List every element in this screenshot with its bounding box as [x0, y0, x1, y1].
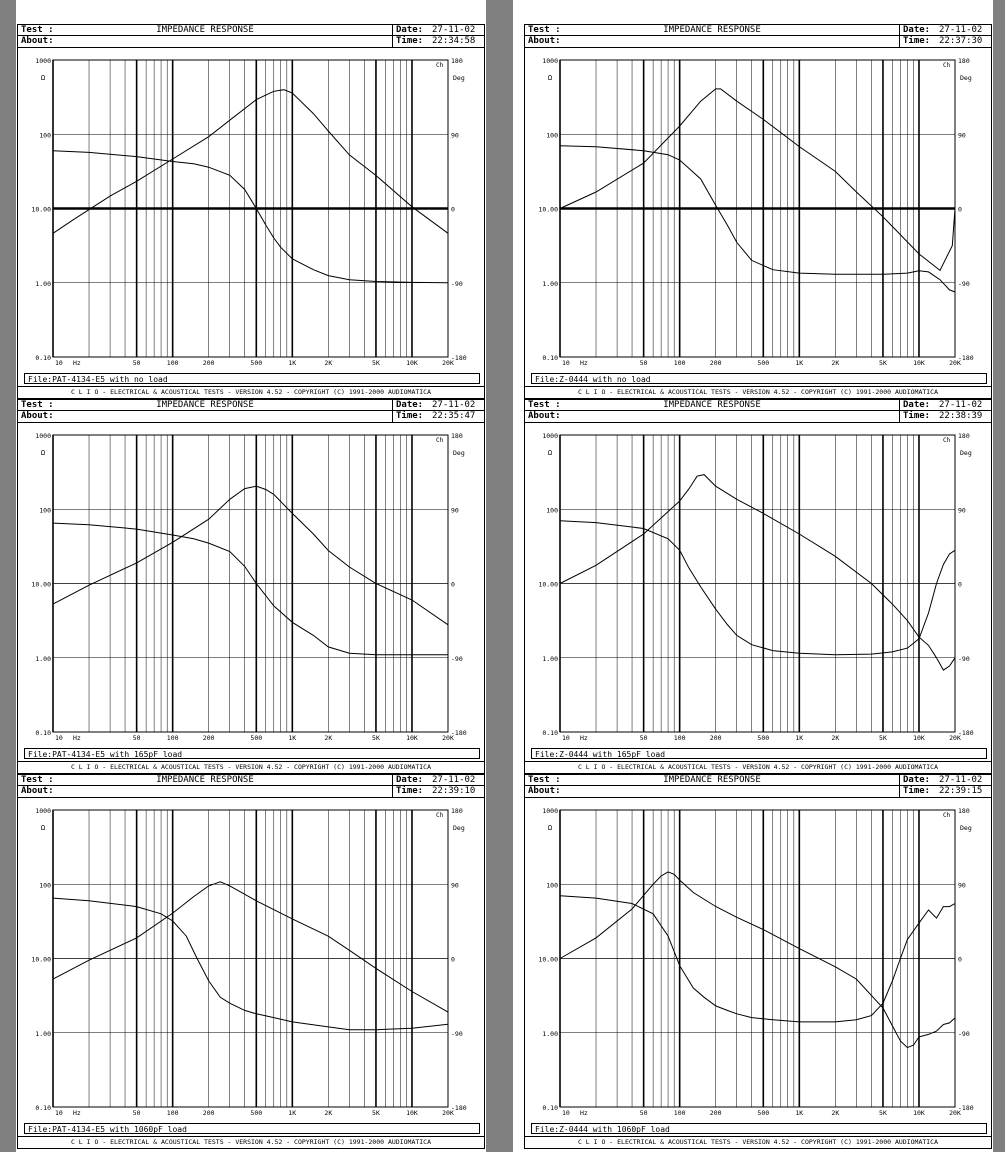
- y-left-tick-label: 100: [39, 506, 51, 515]
- y-left-tick-label: 10.00: [31, 205, 51, 214]
- ohm-unit: Ω: [40, 449, 46, 457]
- grid: [560, 60, 955, 357]
- chart-title: IMPEDANCE RESPONSE: [156, 775, 254, 785]
- plot-area: [525, 422, 991, 744]
- footer-copyright: C L I O - ELECTRICAL & ACOUSTICAL TESTS - VERSION 4.52 - COPYRIGHT (C) 1991-2000 AUDIOMATICA: [18, 386, 484, 398]
- file-name: File:Z-0444 with 1060pF load: [531, 1123, 987, 1134]
- footer-copyright: C L I O - ELECTRICAL & ACOUSTICAL TESTS - VERSION 4.52 - COPYRIGHT (C) 1991-2000 AUDIOMATICA: [18, 761, 484, 773]
- impedance-chart: [525, 422, 991, 740]
- chart-panel: [524, 24, 992, 399]
- x-tick-label: 50: [639, 1109, 648, 1115]
- y-right-tick-label: 180: [958, 807, 970, 815]
- y-right-tick-label: 180: [451, 57, 463, 65]
- x-tick-label: 500: [757, 1109, 770, 1115]
- x-tick-label: 5K: [879, 1109, 887, 1115]
- time-label: Time:: [903, 36, 931, 46]
- chart-title: IMPEDANCE RESPONSE: [663, 775, 761, 785]
- x-start-label: 10: [55, 1109, 63, 1115]
- hz-unit: Hz: [580, 359, 588, 365]
- chart-panel: [17, 24, 485, 399]
- y-left-tick-label: 1.00: [35, 1029, 51, 1038]
- date-value: 27-11-02: [432, 775, 476, 785]
- chart-header: [525, 400, 991, 423]
- impedance-series-line: [53, 898, 448, 1030]
- chart-title: IMPEDANCE RESPONSE: [156, 25, 254, 35]
- y-left-tick-label: 1.00: [542, 1029, 558, 1038]
- test-label: Test :: [528, 25, 561, 35]
- x-tick-label: 200: [709, 359, 722, 365]
- x-tick-label: 10K: [406, 1109, 418, 1115]
- x-tick-label: 50: [639, 734, 648, 740]
- separator-left: [0, 0, 16, 1152]
- y-left-tick-label: 100: [546, 506, 558, 515]
- deg-unit: Deg: [960, 824, 972, 832]
- test-label: Test :: [21, 775, 54, 785]
- x-tick-label: 200: [202, 359, 215, 365]
- y-right-tick-label: 0: [451, 205, 455, 214]
- date-label: Date:: [903, 400, 931, 410]
- y-left-tick-label: 1.00: [35, 279, 51, 288]
- y-right-tick-label: -90: [958, 654, 970, 663]
- grid: [560, 810, 955, 1107]
- ohm-unit: Ω: [40, 74, 46, 82]
- y-left-tick-label: 10.00: [31, 580, 51, 589]
- time-value: 22:35:47: [432, 411, 476, 421]
- x-tick-label: 50: [639, 359, 648, 365]
- test-label: Test :: [21, 400, 54, 410]
- plot-area: [525, 47, 991, 369]
- y-left-tick-label: 1000: [35, 807, 51, 815]
- time-label: Time:: [903, 411, 931, 421]
- x-tick-label: 1K: [288, 734, 297, 740]
- x-tick-label: 5K: [372, 359, 380, 365]
- y-right-tick-label: -180: [451, 729, 467, 737]
- date-label: Date:: [903, 25, 931, 35]
- x-tick-label: 20K: [442, 1109, 454, 1115]
- time-value: 22:38:39: [939, 411, 983, 421]
- x-start-label: 10: [562, 1109, 570, 1115]
- y-left-tick-label: 1.00: [542, 654, 558, 663]
- phase-series-line: [560, 872, 955, 1048]
- x-tick-label: 50: [132, 734, 141, 740]
- x-tick-label: 1K: [795, 734, 804, 740]
- date-label: Date:: [396, 400, 424, 410]
- date-label: Date:: [903, 775, 931, 785]
- x-tick-label: 2K: [324, 734, 333, 740]
- x-tick-label: 500: [250, 1109, 263, 1115]
- phase-series-line: [53, 486, 448, 625]
- y-left-tick-label: 10.00: [31, 955, 51, 964]
- impedance-chart: [18, 797, 484, 1115]
- date-value: 27-11-02: [432, 400, 476, 410]
- y-right-tick-label: -180: [451, 1104, 467, 1112]
- time-value: 22:39:15: [939, 786, 983, 796]
- footer-copyright: C L I O - ELECTRICAL & ACOUSTICAL TESTS - VERSION 4.52 - COPYRIGHT (C) 1991-2000 AUDIOMATICA: [525, 1136, 991, 1148]
- x-tick-label: 2K: [324, 1109, 333, 1115]
- plot-area: [525, 797, 991, 1119]
- phase-series-line: [53, 882, 448, 1012]
- y-right-tick-label: 0: [958, 955, 962, 964]
- time-label: Time:: [396, 36, 424, 46]
- x-tick-label: 200: [202, 1109, 215, 1115]
- hz-unit: Hz: [73, 359, 81, 365]
- x-tick-label: 100: [166, 1109, 179, 1115]
- x-tick-label: 20K: [442, 359, 454, 365]
- about-label: About:: [528, 36, 561, 46]
- x-tick-label: 1K: [795, 359, 804, 365]
- x-tick-label: 1K: [795, 1109, 804, 1115]
- y-right-tick-label: -90: [451, 279, 463, 288]
- x-tick-label: 500: [757, 359, 770, 365]
- phase-series-line: [560, 89, 955, 271]
- y-left-tick-label: 100: [39, 881, 51, 890]
- x-tick-label: 10K: [406, 359, 418, 365]
- y-left-tick-label: 10.00: [538, 580, 558, 589]
- y-right-tick-label: 0: [451, 580, 455, 589]
- x-tick-label: 200: [202, 734, 215, 740]
- about-label: About:: [21, 786, 54, 796]
- y-right-tick-label: -180: [958, 354, 974, 362]
- hz-unit: Hz: [580, 734, 588, 740]
- x-tick-label: 100: [166, 359, 179, 365]
- chart-panel: [17, 399, 485, 774]
- y-left-tick-label: 100: [39, 131, 51, 140]
- x-tick-label: 2K: [831, 734, 840, 740]
- test-label: Test :: [21, 25, 54, 35]
- y-right-tick-label: 90: [958, 131, 966, 140]
- file-name: File:PAT-4134-E5 with 1060pF load: [24, 1123, 480, 1134]
- channel-label: Ch: [436, 812, 444, 819]
- channel-label: Ch: [436, 62, 444, 69]
- separator-right: [993, 0, 1005, 1152]
- y-left-tick-label: 0.10: [542, 354, 558, 362]
- x-tick-label: 500: [250, 359, 263, 365]
- x-start-label: 10: [55, 734, 63, 740]
- ohm-unit: Ω: [40, 824, 46, 832]
- impedance-series-line: [53, 151, 448, 283]
- x-tick-label: 2K: [324, 359, 333, 365]
- y-left-tick-label: 1.00: [35, 654, 51, 663]
- y-right-tick-label: 90: [451, 506, 459, 515]
- x-tick-label: 1K: [288, 1109, 297, 1115]
- y-right-tick-label: -180: [451, 354, 467, 362]
- time-value: 22:39:10: [432, 786, 476, 796]
- y-right-tick-label: 90: [958, 506, 966, 515]
- chart-title: IMPEDANCE RESPONSE: [663, 400, 761, 410]
- time-label: Time:: [396, 786, 424, 796]
- x-tick-label: 50: [132, 359, 141, 365]
- footer-copyright: C L I O - ELECTRICAL & ACOUSTICAL TESTS - VERSION 4.52 - COPYRIGHT (C) 1991-2000 AUDIOMATICA: [525, 386, 991, 398]
- y-left-tick-label: 100: [546, 131, 558, 140]
- time-value: 22:37:30: [939, 36, 983, 46]
- y-left-tick-label: 1000: [542, 57, 558, 65]
- channel-label: Ch: [943, 437, 951, 444]
- grid: [53, 435, 448, 732]
- x-tick-label: 500: [250, 734, 263, 740]
- ohm-unit: Ω: [547, 449, 553, 457]
- deg-unit: Deg: [960, 74, 972, 82]
- hz-unit: Hz: [73, 1109, 81, 1115]
- y-left-tick-label: 1000: [542, 432, 558, 440]
- test-label: Test :: [528, 775, 561, 785]
- date-value: 27-11-02: [432, 25, 476, 35]
- x-start-label: 10: [562, 734, 570, 740]
- x-tick-label: 200: [709, 1109, 722, 1115]
- plot-area: [18, 47, 484, 369]
- separator-middle: [486, 0, 513, 1152]
- y-left-tick-label: 1000: [542, 807, 558, 815]
- y-left-tick-label: 0.10: [35, 354, 51, 362]
- file-name: File:Z-0444 with 165pF load: [531, 748, 987, 759]
- channel-label: Ch: [943, 812, 951, 819]
- x-tick-label: 2K: [831, 359, 840, 365]
- about-label: About:: [528, 411, 561, 421]
- y-right-tick-label: 180: [958, 432, 970, 440]
- impedance-chart: [525, 797, 991, 1115]
- y-left-tick-label: 10.00: [538, 205, 558, 214]
- y-right-tick-label: -90: [451, 654, 463, 663]
- impedance-series-line: [560, 521, 955, 655]
- x-tick-label: 10K: [406, 734, 418, 740]
- x-tick-label: 20K: [442, 734, 454, 740]
- chart-panel: [17, 774, 485, 1149]
- channel-label: Ch: [943, 62, 951, 69]
- deg-unit: Deg: [453, 824, 465, 832]
- x-tick-label: 10K: [913, 1109, 925, 1115]
- y-left-tick-label: 100: [546, 881, 558, 890]
- x-tick-label: 50: [132, 1109, 141, 1115]
- hz-unit: Hz: [580, 1109, 588, 1115]
- x-start-label: 10: [55, 359, 63, 365]
- channel-label: Ch: [436, 437, 444, 444]
- chart-header: [18, 25, 484, 48]
- ohm-unit: Ω: [547, 824, 553, 832]
- y-right-tick-label: 0: [958, 580, 962, 589]
- x-tick-label: 5K: [372, 734, 380, 740]
- deg-unit: Deg: [453, 74, 465, 82]
- plot-area: [18, 422, 484, 744]
- date-label: Date:: [396, 25, 424, 35]
- time-label: Time:: [903, 786, 931, 796]
- hz-unit: Hz: [73, 734, 81, 740]
- deg-unit: Deg: [453, 449, 465, 457]
- y-left-tick-label: 0.10: [542, 1104, 558, 1112]
- grid: [53, 810, 448, 1107]
- x-tick-label: 20K: [949, 359, 961, 365]
- y-left-tick-label: 0.10: [35, 729, 51, 737]
- chart-panel: [524, 399, 992, 774]
- x-tick-label: 500: [757, 734, 770, 740]
- y-right-tick-label: -180: [958, 1104, 974, 1112]
- chart-panel: [524, 774, 992, 1149]
- chart-header: [18, 775, 484, 798]
- y-left-tick-label: 0.10: [35, 1104, 51, 1112]
- file-name: File:Z-0444 with no load: [531, 373, 987, 384]
- about-label: About:: [21, 411, 54, 421]
- y-left-tick-label: 1000: [35, 432, 51, 440]
- date-value: 27-11-02: [939, 25, 983, 35]
- grid: [560, 435, 955, 732]
- y-left-tick-label: 10.00: [538, 955, 558, 964]
- phase-series-line: [53, 90, 448, 234]
- file-name: File:PAT-4134-E5 with no load: [24, 373, 480, 384]
- x-tick-label: 100: [166, 734, 179, 740]
- x-tick-label: 10K: [913, 359, 925, 365]
- y-left-tick-label: 1000: [35, 57, 51, 65]
- y-right-tick-label: 0: [958, 205, 962, 214]
- x-tick-label: 100: [673, 734, 686, 740]
- date-value: 27-11-02: [939, 775, 983, 785]
- x-start-label: 10: [562, 359, 570, 365]
- impedance-chart: [525, 47, 991, 365]
- y-left-tick-label: 0.10: [542, 729, 558, 737]
- test-label: Test :: [528, 400, 561, 410]
- chart-title: IMPEDANCE RESPONSE: [156, 400, 254, 410]
- about-label: About:: [528, 786, 561, 796]
- x-tick-label: 20K: [949, 1109, 961, 1115]
- chart-title: IMPEDANCE RESPONSE: [663, 25, 761, 35]
- chart-header: [18, 400, 484, 423]
- x-tick-label: 200: [709, 734, 722, 740]
- chart-header: [525, 775, 991, 798]
- ohm-unit: Ω: [547, 74, 553, 82]
- impedance-series-line: [560, 146, 955, 292]
- x-tick-label: 1K: [288, 359, 297, 365]
- footer-copyright: C L I O - ELECTRICAL & ACOUSTICAL TESTS - VERSION 4.52 - COPYRIGHT (C) 1991-2000 AUDIOMATICA: [525, 761, 991, 773]
- y-right-tick-label: -180: [958, 729, 974, 737]
- x-tick-label: 10K: [913, 734, 925, 740]
- y-right-tick-label: 90: [451, 881, 459, 890]
- footer-copyright: C L I O - ELECTRICAL & ACOUSTICAL TESTS - VERSION 4.52 - COPYRIGHT (C) 1991-2000 AUDIOMATICA: [18, 1136, 484, 1148]
- time-value: 22:34:58: [432, 36, 476, 46]
- file-name: File:PAT-4134-E5 with 165pF load: [24, 748, 480, 759]
- deg-unit: Deg: [960, 449, 972, 457]
- about-label: About:: [21, 36, 54, 46]
- plot-area: [18, 797, 484, 1119]
- time-label: Time:: [396, 411, 424, 421]
- y-right-tick-label: 180: [451, 807, 463, 815]
- date-value: 27-11-02: [939, 400, 983, 410]
- date-label: Date:: [396, 775, 424, 785]
- y-right-tick-label: 180: [451, 432, 463, 440]
- y-right-tick-label: -90: [451, 1029, 463, 1038]
- chart-header: [525, 25, 991, 48]
- y-left-tick-label: 1.00: [542, 279, 558, 288]
- y-right-tick-label: -90: [958, 279, 970, 288]
- impedance-chart: [18, 47, 484, 365]
- y-right-tick-label: 0: [451, 955, 455, 964]
- y-right-tick-label: 90: [958, 881, 966, 890]
- x-tick-label: 100: [673, 1109, 686, 1115]
- x-tick-label: 2K: [831, 1109, 840, 1115]
- x-tick-label: 5K: [879, 734, 887, 740]
- y-right-tick-label: 90: [451, 131, 459, 140]
- impedance-chart: [18, 422, 484, 740]
- phase-series-line: [560, 475, 955, 670]
- x-tick-label: 20K: [949, 734, 961, 740]
- x-tick-label: 5K: [879, 359, 887, 365]
- x-tick-label: 100: [673, 359, 686, 365]
- x-tick-label: 5K: [372, 1109, 380, 1115]
- y-right-tick-label: -90: [958, 1029, 970, 1038]
- y-right-tick-label: 180: [958, 57, 970, 65]
